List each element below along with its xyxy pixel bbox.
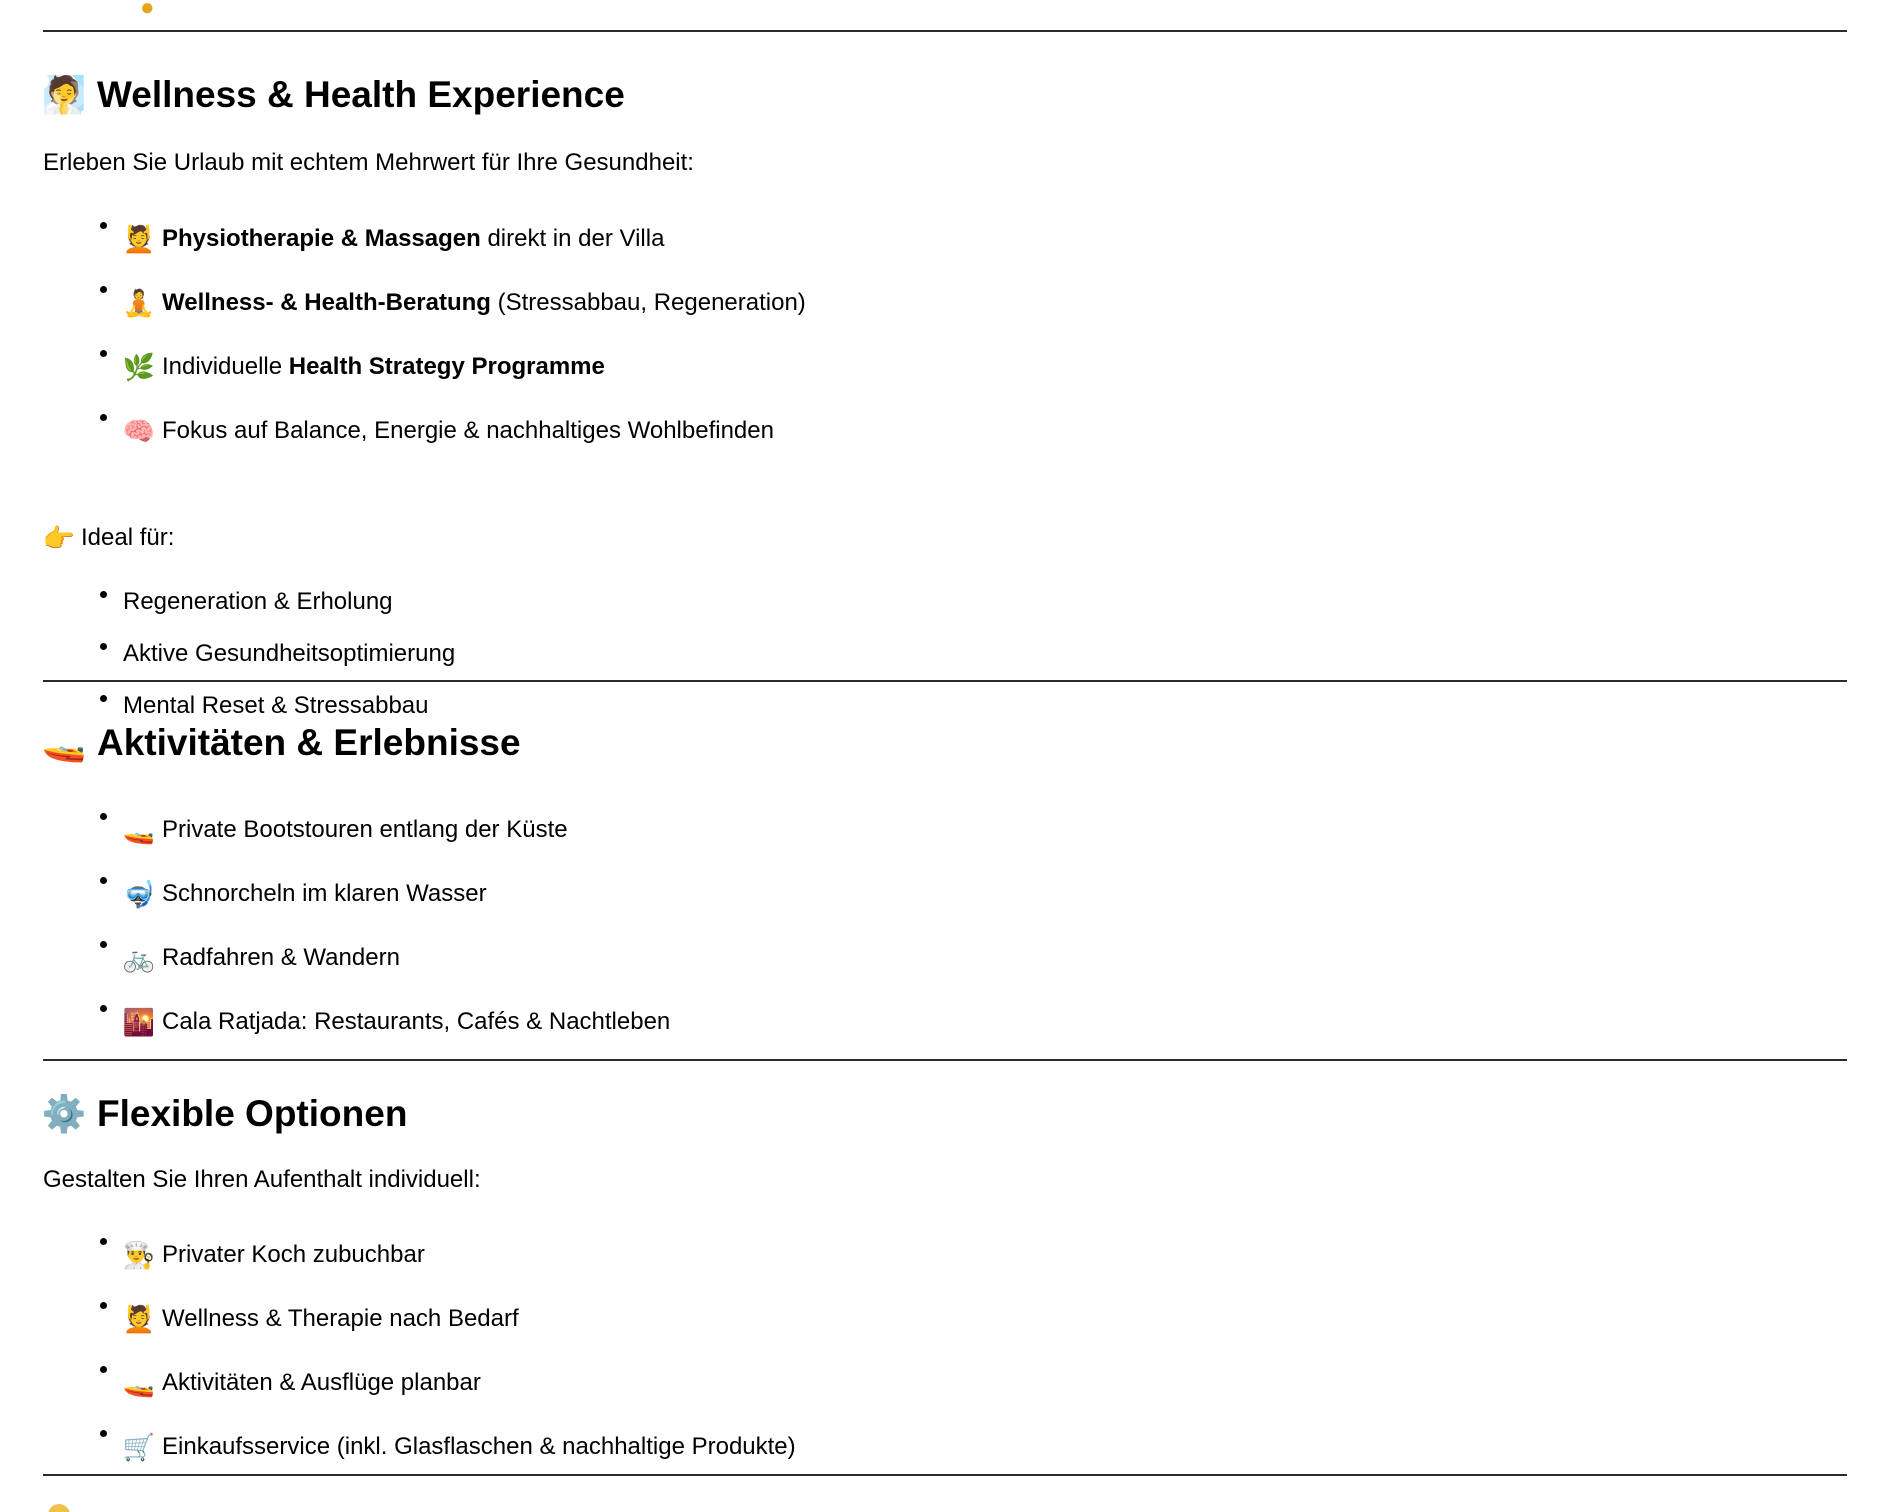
speedboat-icon: 🚤 — [122, 1368, 156, 1398]
section-divider — [43, 1059, 1847, 1061]
section-divider — [43, 1474, 1847, 1476]
face-massage-icon: 🧖 — [41, 74, 87, 115]
shopping-cart-icon: 🛒 — [122, 1432, 156, 1462]
city-sunset-icon: 🌇 — [122, 1007, 156, 1037]
list-item — [123, 1223, 1323, 1287]
list-item-text: Radfahren & Wandern — [162, 944, 400, 971]
list-item-text: Wellness & Therapie nach Bedarf — [162, 1305, 519, 1332]
list-item-text: Mental Reset & Stressabbau — [123, 692, 429, 719]
ideal-for-text: Ideal für: — [81, 524, 175, 551]
list-item — [123, 335, 1323, 399]
previous-section-fragment — [43, 0, 1847, 30]
speedboat-icon: 🚤 — [41, 722, 87, 763]
options-section — [41, 1077, 796, 1462]
activities-list — [43, 798, 1323, 1054]
list-item-text: Wellness- & Health-Beratung (Stressabbau, Regeneration) — [162, 289, 806, 316]
list-item — [123, 1351, 1323, 1415]
gear-icon: ⚙️ — [41, 1093, 87, 1134]
chef-icon: 👨‍🍳 — [122, 1240, 156, 1270]
wellness-section — [41, 58, 806, 719]
brain-icon: 🧠 — [122, 416, 156, 446]
section-heading — [43, 1077, 407, 1151]
next-section-fragment — [43, 1500, 73, 1512]
activities-section — [41, 706, 671, 1037]
speedboat-icon: 🚤 — [122, 815, 156, 845]
herb-icon: 🌿 — [122, 352, 156, 382]
diving-mask-icon: 🤿 — [122, 879, 156, 909]
section-heading-text: Flexible Optionen — [97, 1093, 408, 1134]
list-item — [123, 628, 923, 680]
section-divider — [43, 30, 1847, 32]
bicycle-icon: 🚲 — [122, 943, 156, 973]
section-heading-text: Aktivitäten & Erlebnisse — [97, 722, 521, 763]
list-item-text: Einkaufsservice (inkl. Glasflaschen & nachhaltige Produkte) — [162, 1433, 796, 1460]
wellness-list — [43, 207, 1323, 463]
section-intro: Gestalten Sie Ihren Aufenthalt individuell: — [43, 1166, 481, 1193]
list-item — [123, 576, 923, 628]
ideal-for-label — [43, 521, 643, 555]
options-list — [43, 1223, 1323, 1479]
list-item — [123, 1415, 1323, 1479]
list-item — [123, 399, 1323, 463]
document-page — [41, 0, 1847, 1462]
section-heading-text: Wellness & Health Experience — [97, 74, 625, 115]
massage-icon: 💆 — [122, 224, 156, 254]
list-item-text: Aktive Gesundheitsoptimierung — [123, 640, 456, 667]
pointing-hand-icon: 👉 — [42, 523, 76, 553]
section-intro: Erleben Sie Urlaub mit echtem Mehrwert für Ihre Gesundheit: — [43, 149, 694, 176]
list-item-text: Individuelle Health Strategy Programme — [162, 353, 605, 380]
list-item-text: Aktivitäten & Ausflüge planbar — [162, 1369, 481, 1396]
list-item — [123, 271, 1323, 335]
massage-icon: 💆 — [122, 1304, 156, 1334]
list-item-text: Fokus auf Balance, Energie & nachhaltiges Wohlbefinden — [162, 417, 774, 444]
list-item — [123, 207, 1323, 271]
list-item — [123, 798, 1323, 862]
list-item — [123, 926, 1323, 990]
cut-off-icon — [48, 1504, 70, 1512]
list-item — [123, 1287, 1323, 1351]
list-item — [123, 990, 1323, 1054]
meditation-icon: 🧘 — [122, 288, 156, 318]
list-item-text: Privater Koch zubuchbar — [162, 1241, 425, 1268]
list-item-text: Physiotherapie & Massagen direkt in der Villa — [162, 225, 665, 252]
section-heading — [43, 706, 521, 780]
list-item-text: Schnorcheln im klaren Wasser — [162, 880, 487, 907]
cut-off-icon: ● — [140, 0, 155, 21]
section-divider — [43, 680, 1847, 682]
list-item-text: Private Bootstouren entlang der Küste — [162, 816, 568, 843]
list-item — [123, 862, 1323, 926]
list-item-text: Regeneration & Erholung — [123, 588, 393, 615]
list-item-text: Cala Ratjada: Restaurants, Cafés & Nachtleben — [162, 1008, 671, 1035]
section-heading — [43, 58, 625, 132]
